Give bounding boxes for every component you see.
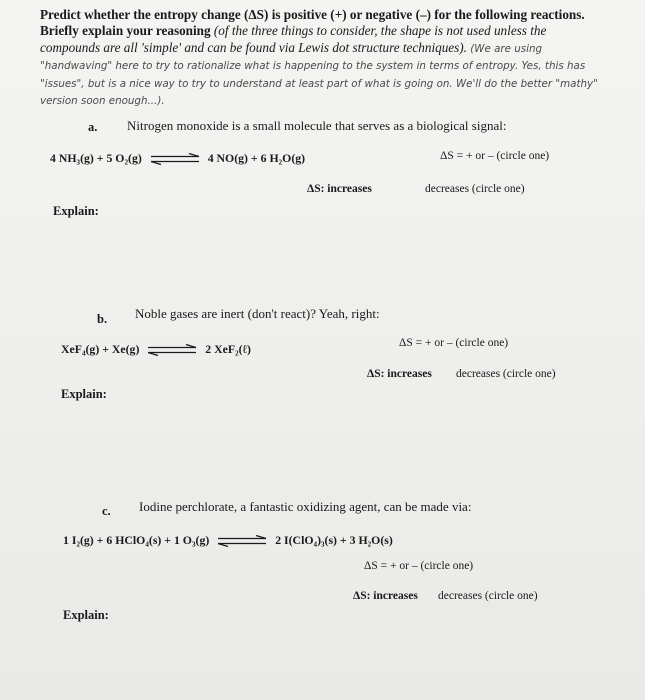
question-b-increases-option: ΔS: increases (367, 368, 432, 380)
question-b-decreases-option: decreases (circle one) (456, 368, 556, 380)
question-a-letter: a. (88, 120, 98, 134)
instructions-paragraph (40, 7, 605, 109)
question-a-products: 4 NO(g) + 6 H₂O(g) (207, 151, 306, 165)
question-a-decreases-option: decreases (circle one) (425, 183, 525, 195)
question-c-increases-option: ΔS: increases (353, 590, 418, 602)
question-a-delta-s-choice: ΔS = + or – (circle one) (440, 150, 550, 162)
question-c-products: 2 I(ClO₄)₃(s) + 3 H₂O(s) (275, 533, 393, 547)
question-c-reaction (63, 533, 393, 548)
question-a-reactants: 4 NH₃(g) + 5 O₂(g) (50, 151, 142, 165)
question-b-explain-label: Explain: (61, 387, 107, 401)
instructions-italic-text: (of the three things to consider, the shape is not used unless the compounds are all 'simple' and can be found via Lewis dot structure techniques). (40, 23, 547, 55)
question-b-description: Noble gases are inert (don't react)? Yeah, right: (135, 306, 380, 321)
question-c-letter: c. (102, 504, 111, 518)
question-a-reaction (50, 151, 305, 166)
question-c-description: Iodine perchlorate, a fantastic oxidizing agent, can be made via: (139, 499, 472, 514)
question-c-explain-label: Explain: (63, 608, 109, 622)
question-b-delta-s-choice: ΔS = + or – (circle one) (399, 337, 509, 349)
handwritten-note: (We are using "handwaving" here to try to rationalize what is happening to the system in terms of entropy. Yes, this has "issues", but is a nice way to try to understand at least part of what is going on. We'll do the better "mathy" version soon enough...). (40, 42, 598, 108)
question-b-products: 2 XeF₂(ℓ) (205, 342, 251, 356)
question-a-explain-label: Explain: (53, 204, 99, 218)
equilibrium-arrow-icon (216, 535, 268, 547)
equilibrium-arrow-icon (146, 344, 198, 356)
question-c-delta-s-choice: ΔS = + or – (circle one) (364, 560, 474, 572)
question-c-reactants: 1 I₂(g) + 6 HClO₄(s) + 1 O₃(g) (63, 533, 210, 547)
equilibrium-arrow-icon (149, 153, 201, 165)
question-b-reaction (61, 342, 251, 357)
question-c-decreases-option: decreases (circle one) (438, 590, 538, 602)
instructions-bold-text: Predict whether the entropy change (ΔS) is positive (+) or negative (–) for the following reactions. Briefly explain your reasoning (40, 7, 585, 39)
question-a-description: Nitrogen monoxide is a small molecule that serves as a biological signal: (127, 118, 507, 133)
question-b-letter: b. (97, 312, 108, 326)
question-b-reactants: XeF₄(g) + Xe(g) (61, 342, 140, 356)
question-a-increases-option: ΔS: increases (307, 183, 372, 195)
